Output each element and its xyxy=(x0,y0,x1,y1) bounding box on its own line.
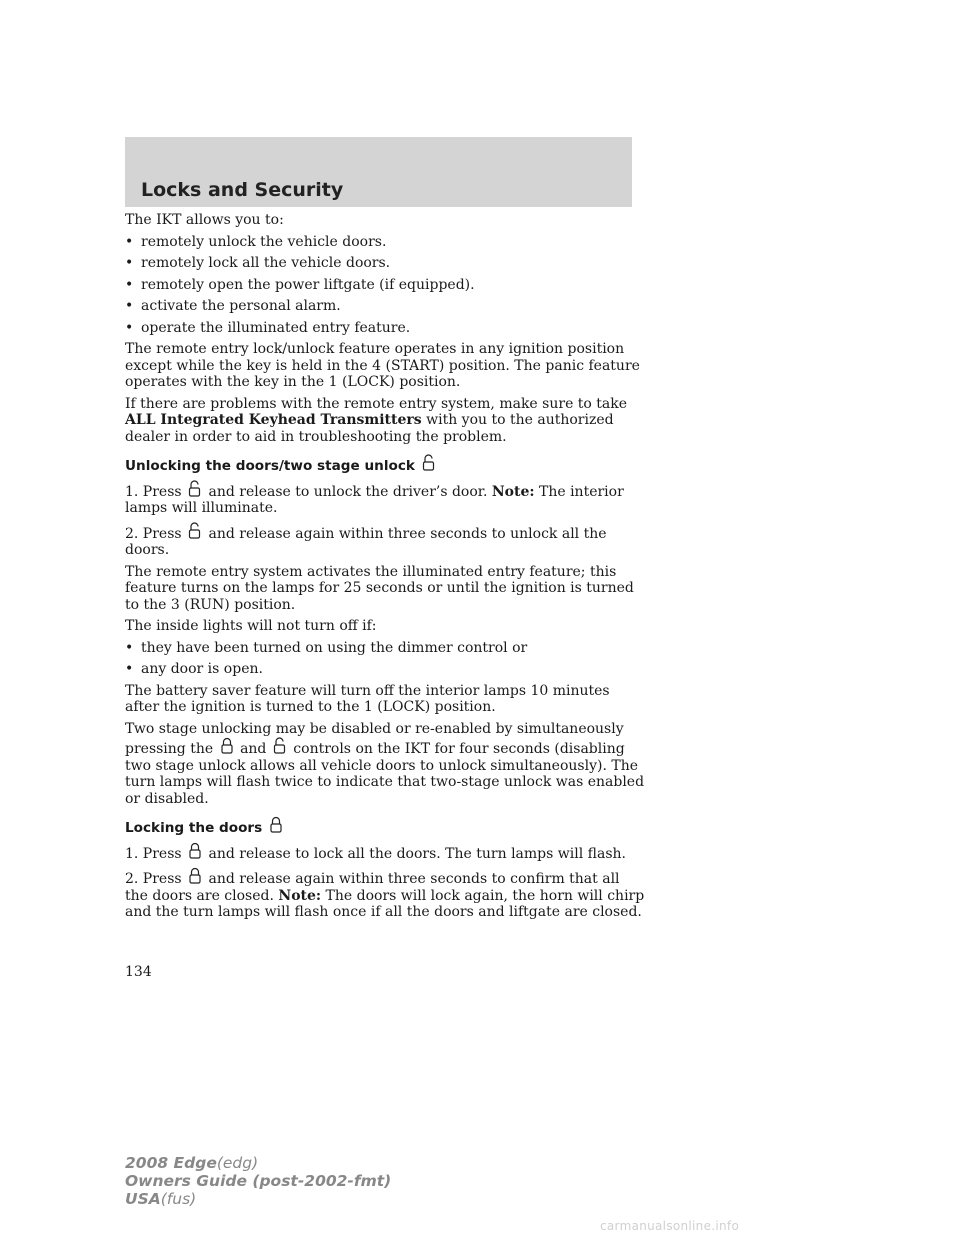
lock-icon xyxy=(188,842,202,859)
unlock-step-2: 2. Press and release again within three seconds to unlock all the doors. xyxy=(125,522,645,559)
paragraph-inside-lights: The inside lights will not turn off if: xyxy=(125,618,377,634)
paragraph-problems: If there are problems with the remote entry system, make sure to take ALL Integrated Keyhead Transmitters with you to the authorized dealer in order to aid in troubleshooting the problem. xyxy=(125,395,628,445)
unlock-step-1: 1. Press and release to unlock the driver’s door. Note: The interior lamps will illuminate. xyxy=(125,480,645,517)
list-item: • any door is open. xyxy=(125,661,263,677)
list-item: • operate the illuminated entry feature. xyxy=(125,319,411,336)
paragraph-illuminated-entry: The remote entry system activates the illuminated entry feature; this feature turns on the lamps for 25 seconds or until the ignition is turned to the 3 (RUN) position. xyxy=(125,563,634,613)
lock-step-2: 2. Press and release again within three seconds to confirm that all the doors are closed. Note: The doors will lock again, the horn will chirp and the turn lamps will flash once if all the doors and liftgate are closed. xyxy=(125,867,645,921)
paragraph-two-stage: Two stage unlocking may be disabled or re-enabled by simultaneously pressing the and controls on the IKT for four seconds (disabling two stage unlock allows all vehicle doors to unlock simultaneously). The turn lamps will flash twice to indicate that two-stage unlock was enabled or disabled. xyxy=(125,720,645,807)
list-item: • they have been turned on using the dimmer control or xyxy=(125,639,528,656)
heading-locking: Locking the doors xyxy=(125,816,645,837)
footer-line-2: Owners Guide (post-2002-fmt) xyxy=(125,1172,392,1190)
footer-doc-info xyxy=(125,1154,391,1208)
bold-transmitters: ALL Integrated Keyhead Transmitters xyxy=(125,412,422,428)
list-item: • remotely lock all the vehicle doors. xyxy=(125,255,391,271)
unlock-icon xyxy=(188,480,202,497)
footer-line-3: USA(fus) xyxy=(125,1190,197,1208)
page-body xyxy=(125,212,645,926)
unlock-icon xyxy=(422,454,436,471)
list-item: • activate the personal alarm. xyxy=(125,298,341,314)
unlock-icon xyxy=(188,522,202,539)
list-item: • remotely open the power liftgate (if equipped). xyxy=(125,276,475,293)
page-number: 134 xyxy=(125,964,152,980)
list-item: • remotely unlock the vehicle doors. xyxy=(125,233,387,250)
heading-unlocking: Unlocking the doors/two stage unlock xyxy=(125,454,645,475)
lock-icon xyxy=(220,737,234,754)
paragraph-battery-saver: The battery saver feature will turn off the interior lamps 10 minutes after the ignition is turned to the 1 (LOCK) position. xyxy=(125,682,610,715)
lock-step-1: 1. Press and release to lock all the doors. The turn lamps will flash. xyxy=(125,842,645,863)
footer-line-1: 2008 Edge(edg) xyxy=(125,1154,259,1172)
lock-icon xyxy=(188,867,202,884)
paragraph-ignition: The remote entry lock/unlock feature operates in any ignition position except while the key is held in the 4 (START) position. The panic feature operates with the key in the 1 (LOCK) position. xyxy=(125,341,640,390)
unlock-icon xyxy=(273,737,287,754)
watermark: carmanualsonline.info xyxy=(600,1219,740,1233)
section-title: Locks and Security xyxy=(141,179,344,201)
intro-text: The IKT allows you to: xyxy=(125,212,284,228)
lock-icon xyxy=(269,816,283,833)
